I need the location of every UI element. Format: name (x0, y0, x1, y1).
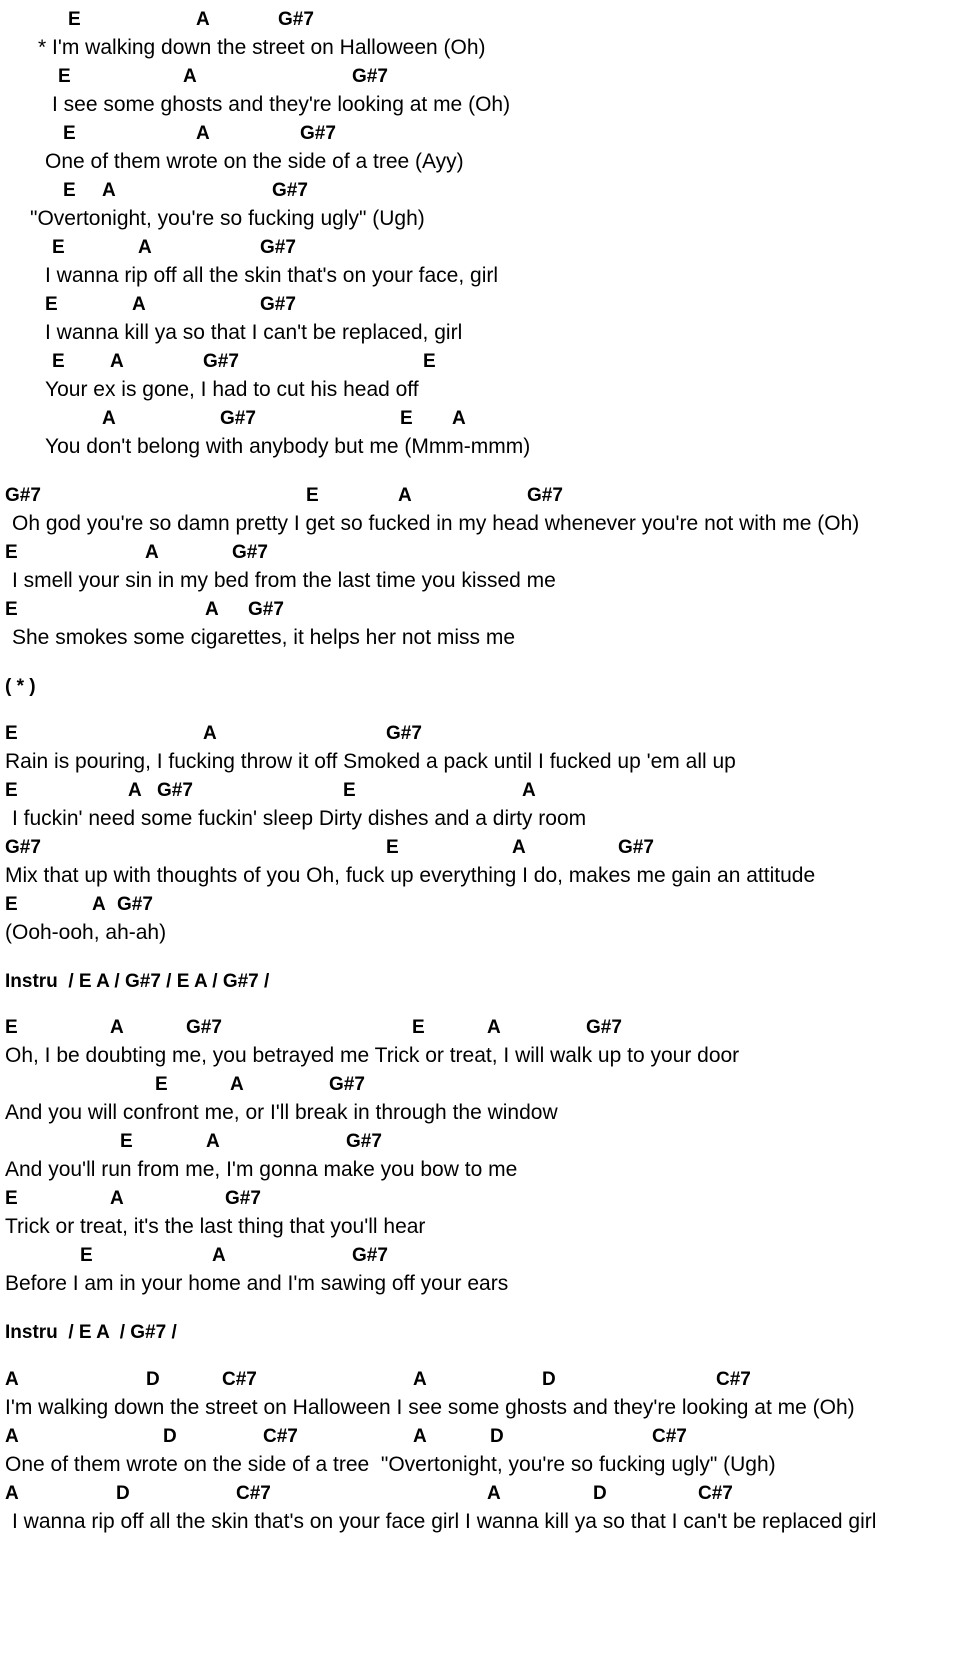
chord-line (0, 1130, 972, 1156)
chord-symbol: G#7 (329, 1074, 365, 1095)
lyric-text: Mix that up with thoughts of you Oh, fuck up everything I do, makes me gain an attitude (5, 864, 816, 887)
chord-symbol: D (146, 1369, 160, 1390)
chord-symbol: E (80, 1245, 93, 1266)
chord-line (0, 8, 972, 34)
chord-symbol: E (155, 1074, 168, 1095)
section-label-text: ( * ) (5, 676, 36, 697)
chord-line (0, 350, 972, 376)
chord-symbol: G#7 (260, 237, 296, 258)
chord-symbol: G#7 (232, 542, 268, 563)
lyric-text: I'm walking down the street on Halloween I see some ghosts and they're looking at me (Oh) (5, 1396, 855, 1419)
chord-line (0, 1187, 972, 1213)
chord-line (0, 179, 972, 205)
lyric-line (0, 1214, 972, 1240)
chord-symbol: A (452, 408, 466, 429)
chord-symbol: A (206, 1131, 220, 1152)
lyric-text: (Ooh-ooh, ah-ah) (5, 921, 167, 944)
chord-symbol: A (102, 180, 116, 201)
chord-symbol: A (487, 1017, 501, 1038)
chord-symbol: G#7 (260, 294, 296, 315)
chord-symbol: G#7 (117, 894, 153, 915)
chord-symbol: E (68, 9, 81, 30)
chord-symbol: A (398, 485, 412, 506)
chord-symbol: A (230, 1074, 244, 1095)
chord-symbol: G#7 (618, 837, 654, 858)
chord-symbol: A (413, 1369, 427, 1390)
chord-symbol: G#7 (272, 180, 308, 201)
chord-line (0, 293, 972, 319)
chord-line (0, 484, 972, 510)
chord-symbol: E (306, 485, 319, 506)
chord-symbol: A (5, 1483, 19, 1504)
chord-symbol: C#7 (652, 1426, 687, 1447)
chord-symbol: E (5, 723, 18, 744)
lyric-text: I wanna rip off all the skin that's on your face girl I wanna kill ya so that I can't be replaced girl (12, 1510, 877, 1533)
chord-symbol: G#7 (248, 599, 284, 620)
lyric-line (0, 1509, 972, 1535)
chord-symbol: D (490, 1426, 504, 1447)
lyric-line (0, 1452, 972, 1478)
section-label-text: Instru / E A / G#7 / (5, 1322, 177, 1343)
chord-symbol: A (138, 237, 152, 258)
lyric-text: I wanna kill ya so that I can't be replaced, girl (45, 321, 463, 344)
lyric-text: Rain is pouring, I fucking throw it off Smoked a pack until I fucked up 'em all up (5, 750, 736, 773)
chord-symbol: G#7 (186, 1017, 222, 1038)
lyric-text: * I'm walking down the street on Halloween (Oh) (38, 36, 486, 59)
chord-symbol: E (423, 351, 436, 372)
chord-symbol: E (5, 542, 18, 563)
lyric-text: You don't belong with anybody but me (Mmm-mmm) (45, 435, 531, 458)
chord-symbol: A (522, 780, 536, 801)
chord-symbol: G#7 (346, 1131, 382, 1152)
lyric-line (0, 92, 972, 118)
lyric-line (0, 1271, 972, 1297)
chord-symbol: E (386, 837, 399, 858)
chord-symbol: A (196, 123, 210, 144)
chord-symbol: A (128, 780, 142, 801)
chord-symbol: G#7 (586, 1017, 622, 1038)
chord-symbol: C#7 (263, 1426, 298, 1447)
chord-symbol: C#7 (236, 1483, 271, 1504)
lyric-text: Before I am in your home and I'm sawing off your ears (5, 1272, 509, 1295)
lyric-line (0, 863, 972, 889)
chord-symbol: A (487, 1483, 501, 1504)
lyric-text: I wanna rip off all the skin that's on your face, girl (45, 264, 499, 287)
chord-symbol: A (102, 408, 116, 429)
lyric-text: And you will confront me, or I'll break in through the window (5, 1101, 558, 1124)
chord-symbol: E (5, 1017, 18, 1038)
lyric-text: Oh god you're so damn pretty I get so fucked in my head whenever you're not with me (Oh) (12, 512, 860, 535)
lyric-line (0, 434, 972, 460)
lyric-text: One of them wrote on the side of a tree (Ayy) (45, 150, 464, 173)
chord-symbol: E (63, 123, 76, 144)
chord-line (0, 65, 972, 91)
lyric-text: I smell your sin in my bed from the last time you kissed me (12, 569, 556, 592)
chord-line (0, 1016, 972, 1042)
chord-symbol: E (343, 780, 356, 801)
lyric-line (0, 625, 972, 651)
chord-line (0, 722, 972, 748)
chord-line (0, 1073, 972, 1099)
lyric-text: "Overtonight, you're so fucking ugly" (Ugh) (30, 207, 425, 230)
chord-symbol: E (412, 1017, 425, 1038)
chord-symbol: D (542, 1369, 556, 1390)
chord-line (0, 236, 972, 262)
chord-symbol: A (5, 1369, 19, 1390)
chord-symbol: A (92, 894, 106, 915)
lyric-text: And you'll run from me, I'm gonna make you bow to me (5, 1158, 518, 1181)
chord-symbol: G#7 (157, 780, 193, 801)
lyric-line (0, 1043, 972, 1069)
chord-symbol: A (110, 351, 124, 372)
chord-symbol: E (5, 894, 18, 915)
chord-symbol: G#7 (352, 66, 388, 87)
lyric-text: I see some ghosts and they're looking at me (Oh) (52, 93, 511, 116)
chord-symbol: A (512, 837, 526, 858)
chord-symbol: G#7 (203, 351, 239, 372)
lyric-text: Your ex is gone, I had to cut his head off (45, 378, 419, 401)
section-label (0, 675, 972, 701)
chord-symbol: A (212, 1245, 226, 1266)
chord-symbol: E (400, 408, 413, 429)
chord-symbol: D (116, 1483, 130, 1504)
chord-line (0, 779, 972, 805)
lyric-line (0, 149, 972, 175)
chord-symbol: G#7 (352, 1245, 388, 1266)
chord-symbol: E (45, 294, 58, 315)
section-label (0, 970, 972, 996)
chord-line (0, 541, 972, 567)
lyric-line (0, 920, 972, 946)
chord-symbol: A (110, 1188, 124, 1209)
lyric-text: I fuckin' need some fuckin' sleep Dirty dishes and a dirty room (12, 807, 587, 830)
lyric-line (0, 35, 972, 61)
chord-line (0, 598, 972, 624)
lyric-line (0, 806, 972, 832)
chord-symbol: E (120, 1131, 133, 1152)
chord-symbol: A (183, 66, 197, 87)
chord-symbol: A (110, 1017, 124, 1038)
chord-symbol: C#7 (222, 1369, 257, 1390)
chord-symbol: A (5, 1426, 19, 1447)
lyric-line (0, 206, 972, 232)
chord-symbol: A (132, 294, 146, 315)
chord-symbol: G#7 (5, 837, 41, 858)
chord-symbol: C#7 (698, 1483, 733, 1504)
lyric-line (0, 263, 972, 289)
chord-symbol: E (5, 780, 18, 801)
chord-line (0, 836, 972, 862)
chord-symbol: A (413, 1426, 427, 1447)
chord-line (0, 1244, 972, 1270)
lyric-text: She smokes some cigarettes, it helps her not miss me (12, 626, 516, 649)
lyric-line (0, 568, 972, 594)
section-label-text: Instru / E A / G#7 / E A / G#7 / (5, 971, 270, 992)
chord-symbol: E (58, 66, 71, 87)
lyric-line (0, 1395, 972, 1421)
chord-symbol: G#7 (386, 723, 422, 744)
lyric-line (0, 320, 972, 346)
chord-symbol: G#7 (278, 9, 314, 30)
chord-line (0, 893, 972, 919)
section-label (0, 1321, 972, 1347)
lyric-line (0, 377, 972, 403)
chord-symbol: G#7 (5, 485, 41, 506)
chord-symbol: E (52, 237, 65, 258)
chord-symbol: G#7 (300, 123, 336, 144)
chord-line (0, 1425, 972, 1451)
lyric-line (0, 1157, 972, 1183)
chord-symbol: G#7 (527, 485, 563, 506)
chord-symbol: G#7 (220, 408, 256, 429)
chord-symbol: E (52, 351, 65, 372)
chord-symbol: D (163, 1426, 177, 1447)
chord-line (0, 407, 972, 433)
chord-line (0, 1368, 972, 1394)
lyric-line (0, 1100, 972, 1126)
chord-line (0, 122, 972, 148)
chord-symbol: E (5, 599, 18, 620)
chord-symbol: E (5, 1188, 18, 1209)
chord-symbol: C#7 (716, 1369, 751, 1390)
chord-symbol: A (205, 599, 219, 620)
lyric-text: One of them wrote on the side of a tree "Overtonight, you're so fucking ugly" (Ugh) (5, 1453, 776, 1476)
chord-symbol: E (63, 180, 76, 201)
chord-symbol: A (203, 723, 217, 744)
chord-line (0, 1482, 972, 1508)
lyric-text: Oh, I be doubting me, you betrayed me Trick or treat, I will walk up to your door (5, 1044, 740, 1067)
chord-symbol: A (145, 542, 159, 563)
chord-symbol: D (593, 1483, 607, 1504)
lyric-text: Trick or treat, it's the last thing that you'll hear (5, 1215, 426, 1238)
chord-symbol: G#7 (225, 1188, 261, 1209)
lyric-line (0, 749, 972, 775)
lyric-line (0, 511, 972, 537)
chord-symbol: A (196, 9, 210, 30)
